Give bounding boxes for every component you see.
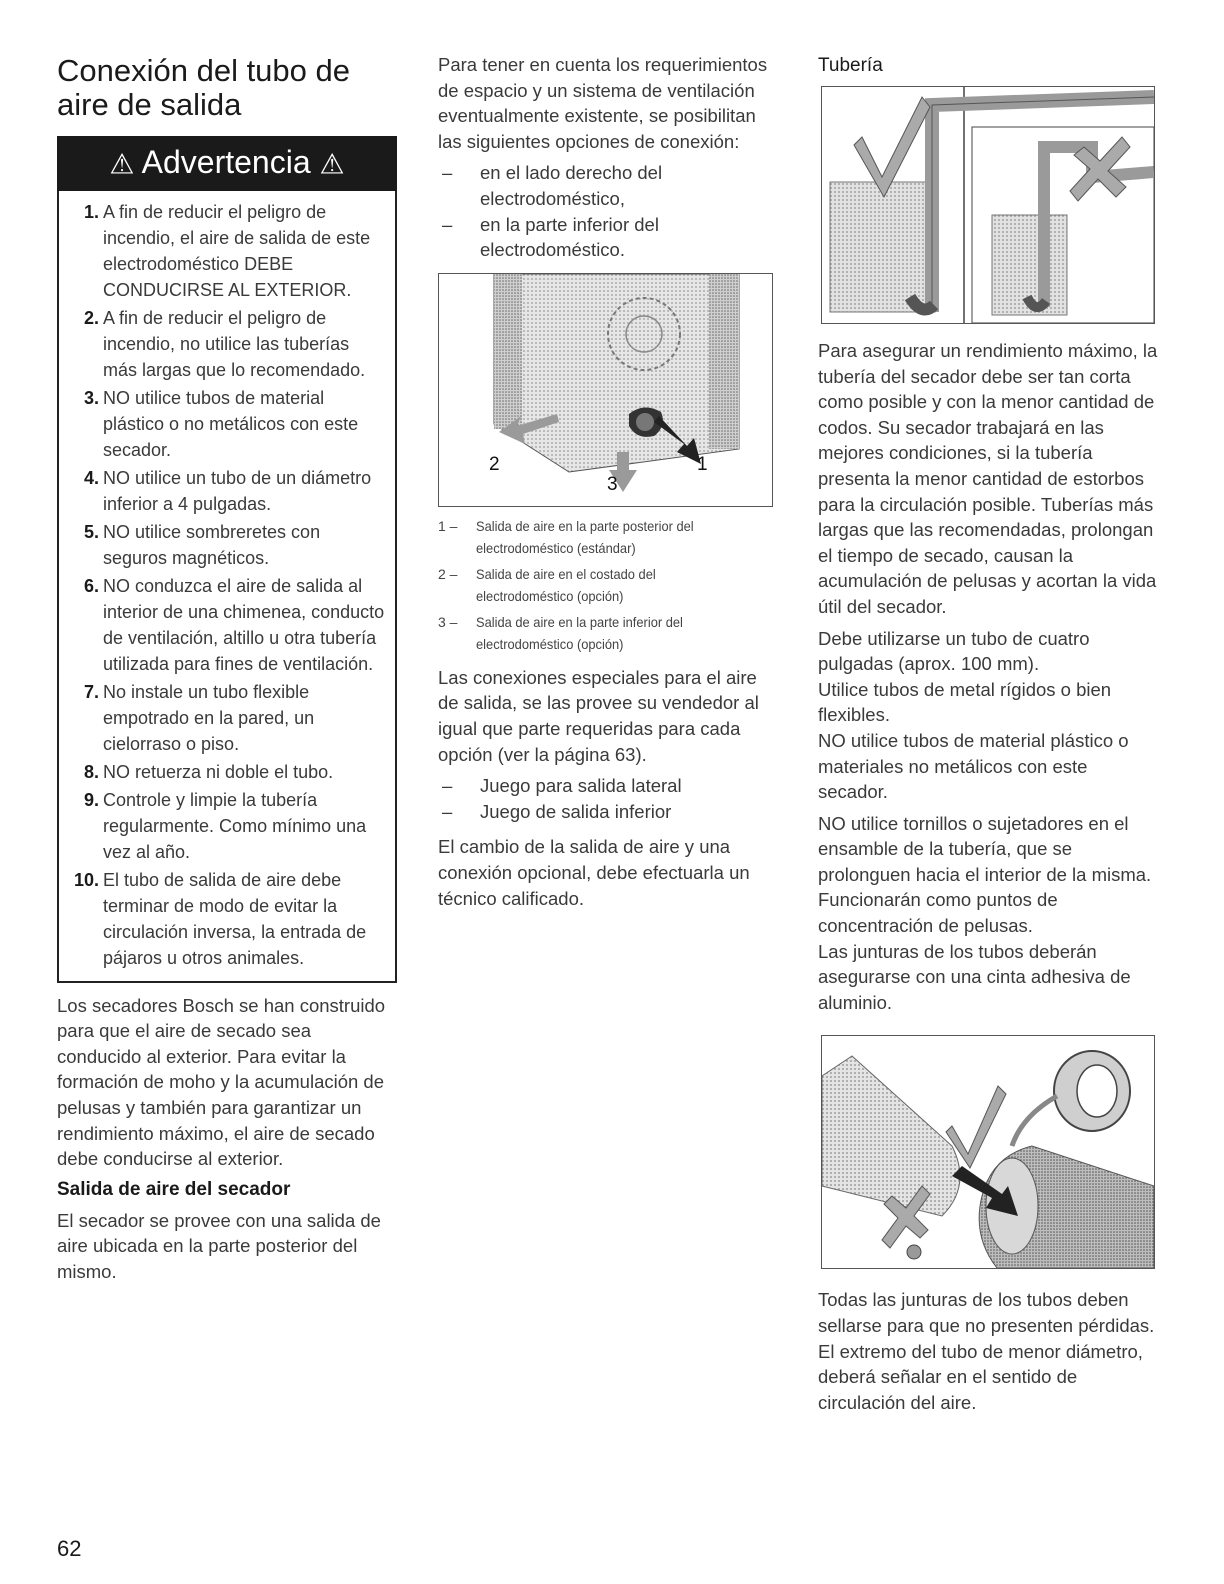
warning-item-text: NO utilice tubos de material plástico o no metálicos con este secador. [103, 387, 359, 460]
warning-list [59, 199, 395, 971]
page-title: Conexión del tubo de aire de salida [57, 53, 351, 122]
special-connections-paragraph: Las conexiones especiales para el aire de salida, se las provee su vendedor al igual que parte requeridas para cada opción (ver la página 63). [438, 666, 759, 765]
outlet-subheading: Salida de aire del secador [57, 1178, 291, 1200]
piping-illustration [822, 87, 1154, 323]
warning-item [59, 573, 387, 677]
tuberia-heading: Tubería [818, 55, 883, 76]
column-left [57, 52, 397, 1290]
caption-number: 3 – [438, 613, 458, 630]
warning-triangle-icon: ⚠ [109, 148, 135, 180]
figure-label-1: 1 [697, 453, 708, 475]
warning-item-number: 7. [83, 681, 99, 702]
kit-text: Juego para salida lateral [480, 775, 682, 797]
warning-item [59, 679, 387, 757]
warning-item-number: 8. [83, 761, 99, 782]
technician-paragraph: El cambio de la salida de aire y una conexión opcional, debe efectuarla un técnico calificado. [438, 836, 750, 909]
warning-item-text: El tubo de salida de aire debe terminar de modo de evitar la circulación inversa, la entrada de pájaros u otros animales. [103, 869, 367, 968]
warning-item-number: 6. [83, 575, 99, 596]
warning-item-number: 9. [83, 789, 99, 810]
option-text: en la parte inferior del electrodoméstico. [480, 213, 659, 261]
warning-item-number: 10. [73, 869, 99, 890]
column-middle [438, 52, 773, 917]
dryer-back-figure [438, 273, 773, 507]
warning-title: Advertencia [141, 144, 311, 180]
outlet-paragraph: El secador se provee con una salida de aire ubicada en la parte posterior del mismo. [57, 1209, 381, 1282]
list-item: – Juego de salida inferior [438, 799, 773, 825]
warning-item-number: 1. [83, 201, 99, 222]
page-number: 62 [57, 1536, 82, 1561]
warning-item-number: 5. [83, 521, 99, 542]
pipe-joint-illustration [822, 1036, 1154, 1268]
list-item: – Juego para salida lateral [438, 773, 773, 799]
warning-item-text: NO retuerza ni doble el tubo. [103, 761, 334, 782]
list-item: – en la parte inferior del electrodoméstico. [438, 212, 773, 263]
warning-item-number: 2. [83, 307, 99, 328]
warning-item [59, 759, 387, 785]
warning-item [59, 385, 387, 463]
kits-list [438, 773, 773, 824]
caption-item [438, 563, 773, 607]
warning-item [59, 465, 387, 517]
caption-item [438, 611, 773, 655]
piping-figure [821, 86, 1155, 324]
figure-captions [438, 515, 773, 655]
pipe-joint-figure [821, 1035, 1155, 1269]
caption-text: Salida de aire en la parte posterior del electrodoméstico (estándar) [476, 517, 694, 556]
warning-header [57, 136, 397, 191]
caption-number: 2 – [438, 565, 458, 582]
connection-options-paragraph: Para tener en cuenta los requerimientos de espacio y un sistema de ventilación eventualmente existente, se posibilitan las siguientes opciones de conexión: [438, 54, 768, 152]
piping-paragraph-4: NO utilice tubos de material plástico o materiales no metálicos con este secador. [818, 729, 1129, 803]
list-item: – en el lado derecho del electrodoméstico, [438, 160, 773, 211]
caption-item [438, 515, 773, 559]
warning-item-number: 3. [83, 387, 99, 408]
caption-text: Salida de aire en la parte inferior del electrodoméstico (opción) [476, 613, 683, 652]
warning-item-number: 4. [83, 467, 99, 488]
warning-box [57, 136, 397, 983]
warning-item-text: A fin de reducir el peligro de incendio, el aire de salida de este electrodoméstico DEBE CONDUCIRSE AL EXTERIOR. [103, 201, 371, 300]
figure-label-3: 3 [607, 473, 618, 495]
warning-item-text: A fin de reducir el peligro de incendio, no utilice las tuberías más largas que lo recomendado. [103, 307, 366, 380]
caption-number: 1 – [438, 517, 458, 534]
warning-item-text: NO conduzca el aire de salida al interior de una chimenea, conducto de ventilación, altillo u otra tubería utilizada para fines de ventilación. [103, 575, 385, 674]
figure-label-2: 2 [489, 453, 500, 475]
warning-item [59, 519, 387, 571]
piping-paragraph-6: Las junturas de los tubos deberán asegurarse con una cinta adhesiva de aluminio. [818, 940, 1131, 1013]
intro-paragraph: Los secadores Bosch se han construido para que el aire de secado sea conducido al exterior. Para evitar la formación de moho y la acumulación de pelusas y también para garantizar un rendimiento máximo, el aire de secado debe conducirse al exterior. [57, 994, 386, 1170]
caption-text: Salida de aire en el costado del electrodoméstico (opción) [476, 565, 656, 604]
warning-item-text: No instale un tubo flexible empotrado en la pared, un cielorraso o piso. [103, 681, 315, 754]
warning-item [59, 867, 387, 971]
warning-triangle-icon: ⚠ [319, 148, 345, 180]
piping-paragraph-3: Utilice tubos de metal rígidos o bien flexibles. [818, 678, 1112, 726]
warning-item [59, 787, 387, 865]
warning-item [59, 199, 387, 303]
column-right [818, 52, 1158, 1421]
screw-icon [907, 1245, 921, 1259]
warning-item-text: NO utilice sombreretes con seguros magnéticos. [103, 521, 321, 568]
warning-item [59, 305, 387, 383]
piping-paragraph-5: NO utilice tornillos o sujetadores en el ensamble de la tubería, que se prolonguen hacia el interior de la misma. Funcionarán como puntos de concentración de pelusas. [818, 812, 1152, 937]
option-text: en el lado derecho del electrodoméstico, [480, 162, 663, 209]
kit-text: Juego de salida inferior [480, 800, 672, 822]
connection-options-list [438, 160, 773, 262]
warning-item-text: Controle y limpie la tubería regularmente. Como mínimo una vez al año. [103, 789, 367, 862]
piping-paragraph-7: Todas las junturas de los tubos deben sellarse para que no presenten pérdidas. El extremo del tubo de menor diámetro, deberá señalar en el sentido de circulación del aire. [818, 1289, 1155, 1413]
piping-paragraph-1: Para asegurar un rendimiento máximo, la tubería del secador debe ser tan corta como posible y con la menor cantidad de codos. Su secador trabajará en las mejores condiciones, si la tubería presenta la menor cantidad de estorbos para la circulación posible. Tuberías más largas que las recomendadas, prolongan el tiempo de secado, causan la acumulación de pelusas y acortan la vida útil del secador. [818, 340, 1158, 617]
warning-item-text: NO utilice un tubo de un diámetro inferior a 4 pulgadas. [103, 467, 372, 514]
piping-paragraph-2: Debe utilizarse un tubo de cuatro pulgadas (aprox. 100 mm). [818, 627, 1090, 675]
